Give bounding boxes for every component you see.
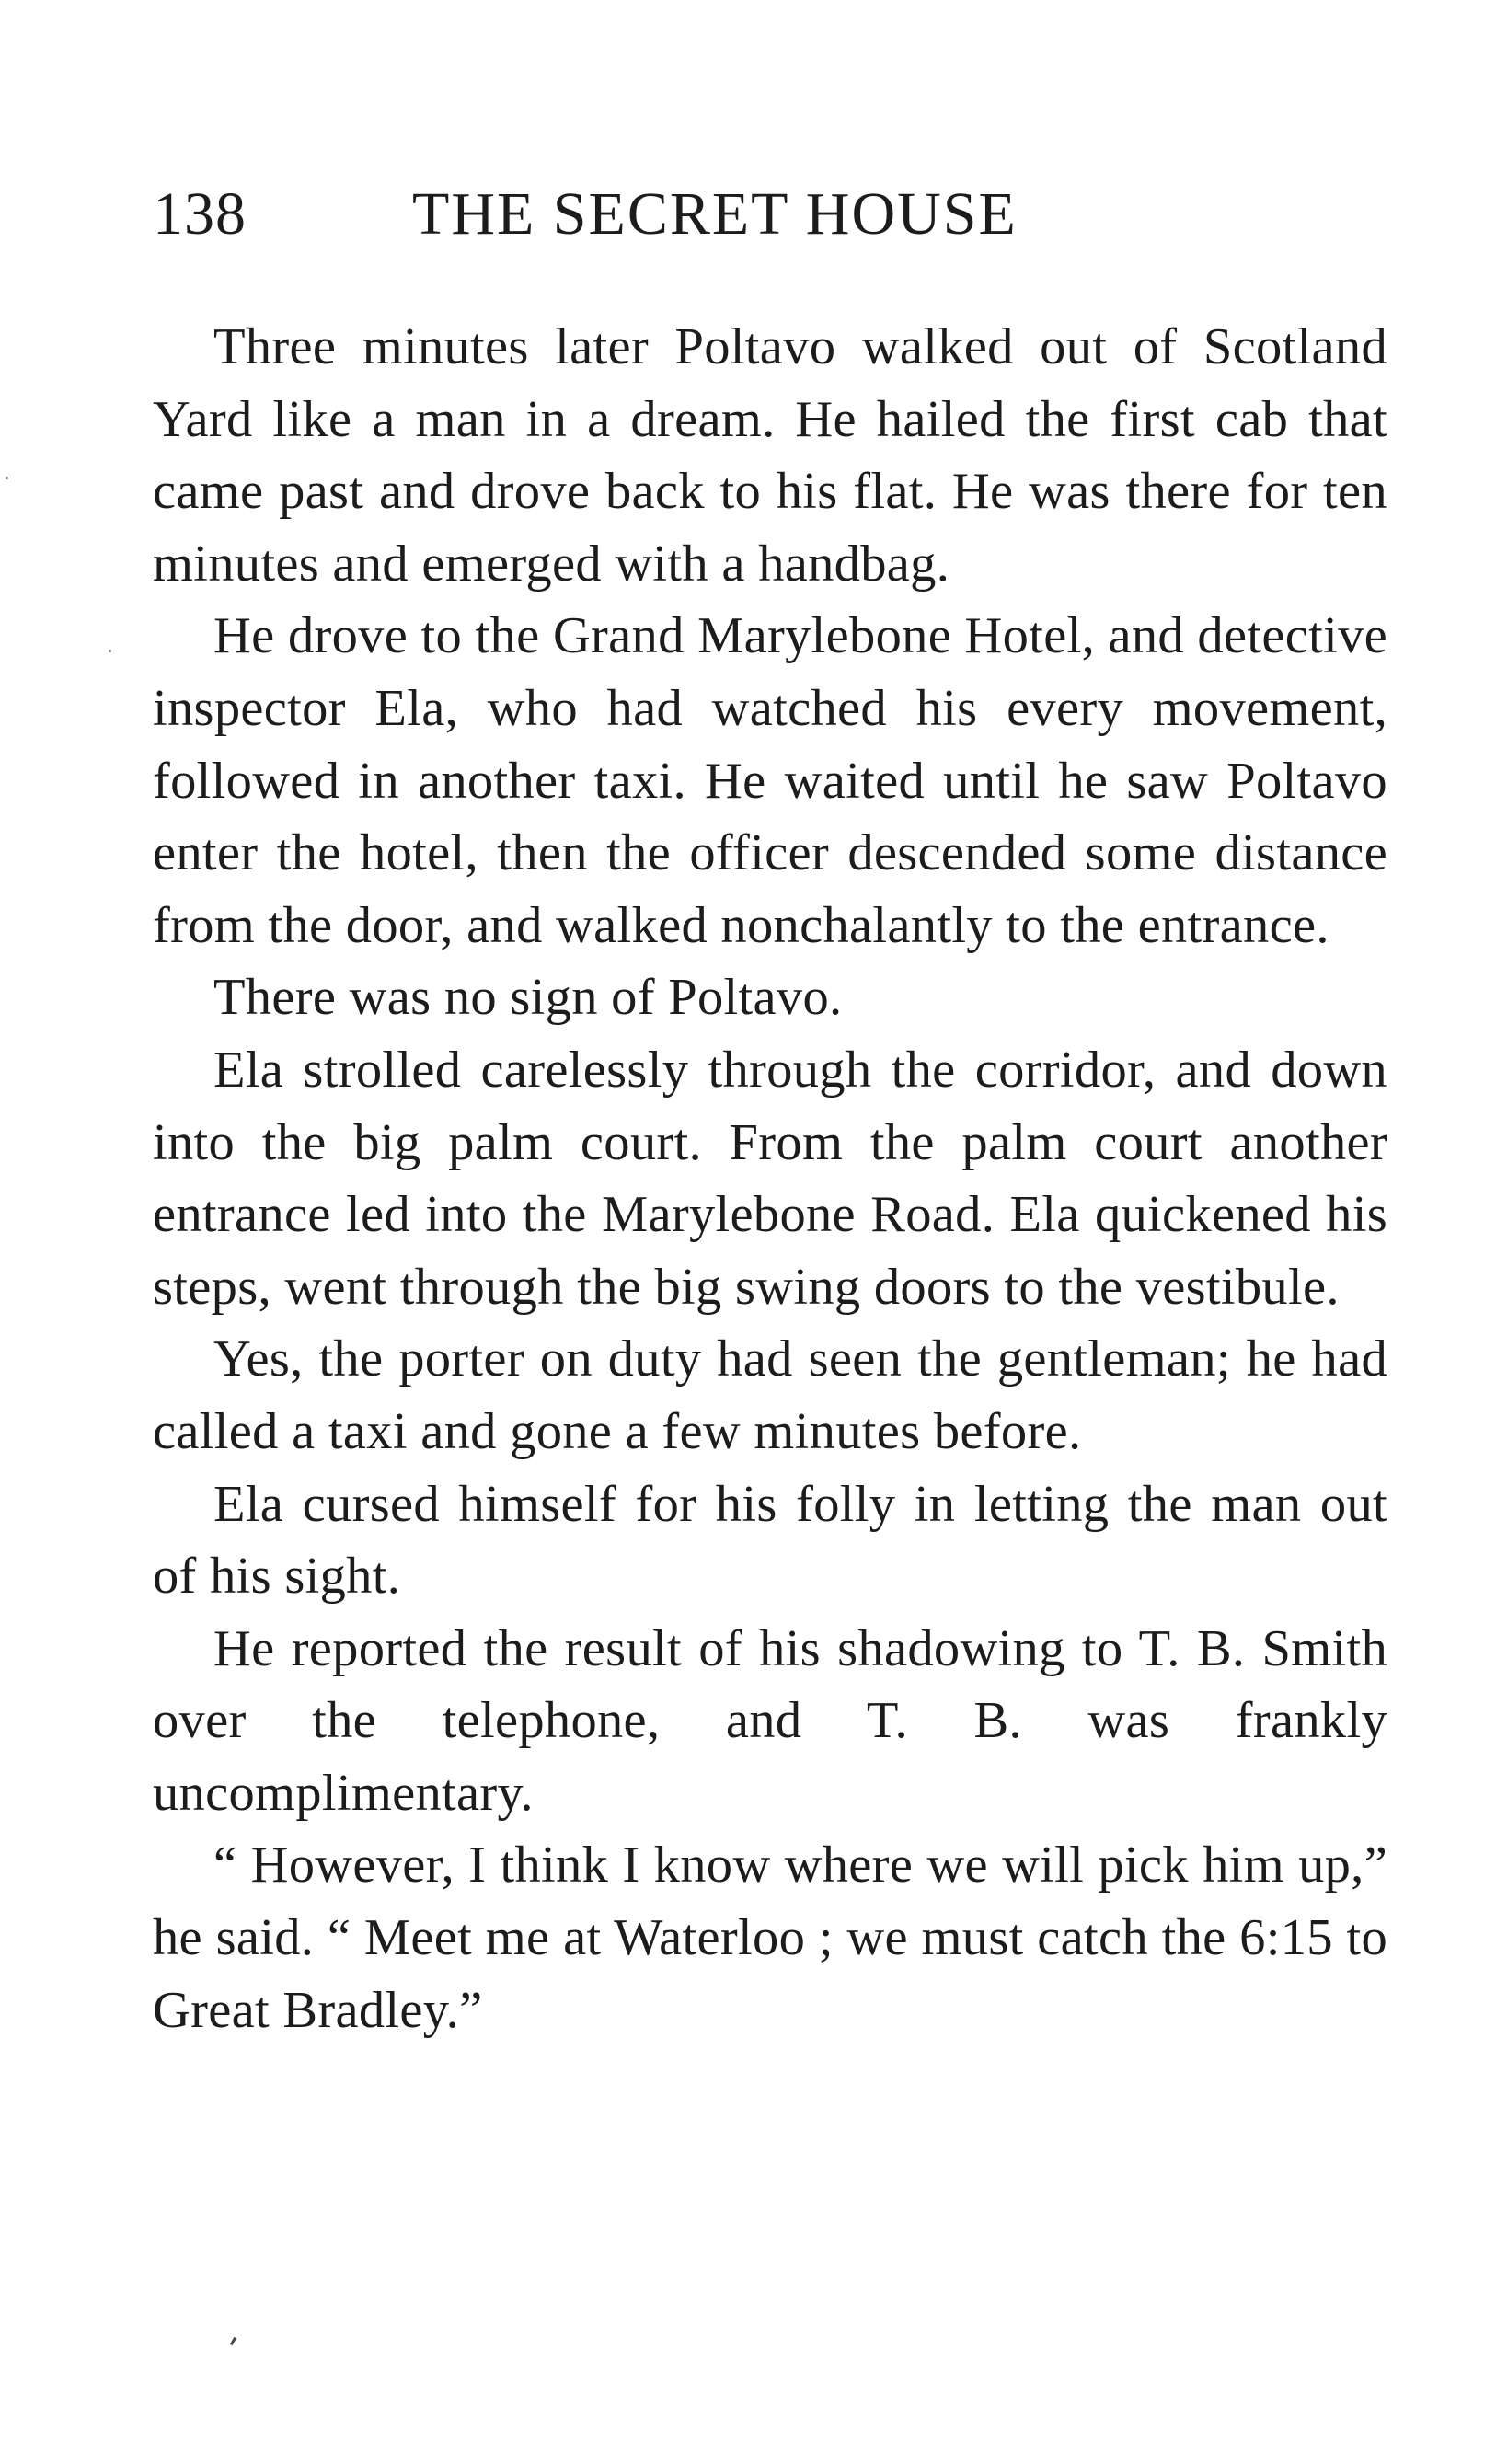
paragraph: There was no sign of Poltavo. bbox=[213, 969, 843, 1027]
scan-speck bbox=[6, 477, 8, 479]
page-number: 138 bbox=[153, 180, 247, 248]
body-text bbox=[153, 311, 1387, 2046]
paragraph: He reported the result of his shadowing to T. B. Smith over the telephone, and T. B. was frankly uncomplimentary. bbox=[153, 1619, 1387, 1822]
scan-speck bbox=[109, 650, 111, 652]
book-title: THE SECRET HOUSE bbox=[412, 180, 1018, 248]
paragraph: “ However, I think I know where we will pick him up,” he said. “ Meet me at Waterloo ; we must catch the 6:15 to Great Bradley.” bbox=[153, 1836, 1387, 2039]
paragraph: He drove to the Grand Marylebone Hotel, and detective inspector Ela, who had watched his every movement, followed in another taxi. He waited until he saw Poltavo enter the hotel, then the officer descended some distance from the door, and walked nonchalantly to the entrance. bbox=[153, 607, 1387, 954]
paragraph: Three minutes later Poltavo walked out of Scotland Yard like a man in a dream. He hailed the first cab that came past and drove back to his flat. He was there for ten minutes and emerged with a handbag. bbox=[153, 318, 1387, 593]
scan-mark bbox=[230, 2337, 236, 2345]
paragraph: Ela strolled carelessly through the corridor, and down into the big palm court. From the palm court another entrance led into the Marylebone Road. Ela quickened his steps, went through the big swing doors to the vestibule. bbox=[153, 1041, 1387, 1316]
running-head bbox=[153, 173, 1395, 256]
paragraph: Yes, the porter on duty had seen the gentleman; he had called a taxi and gone a few minutes before. bbox=[153, 1330, 1387, 1460]
paragraph: Ela cursed himself for his folly in letting the man out of his sight. bbox=[153, 1475, 1387, 1606]
